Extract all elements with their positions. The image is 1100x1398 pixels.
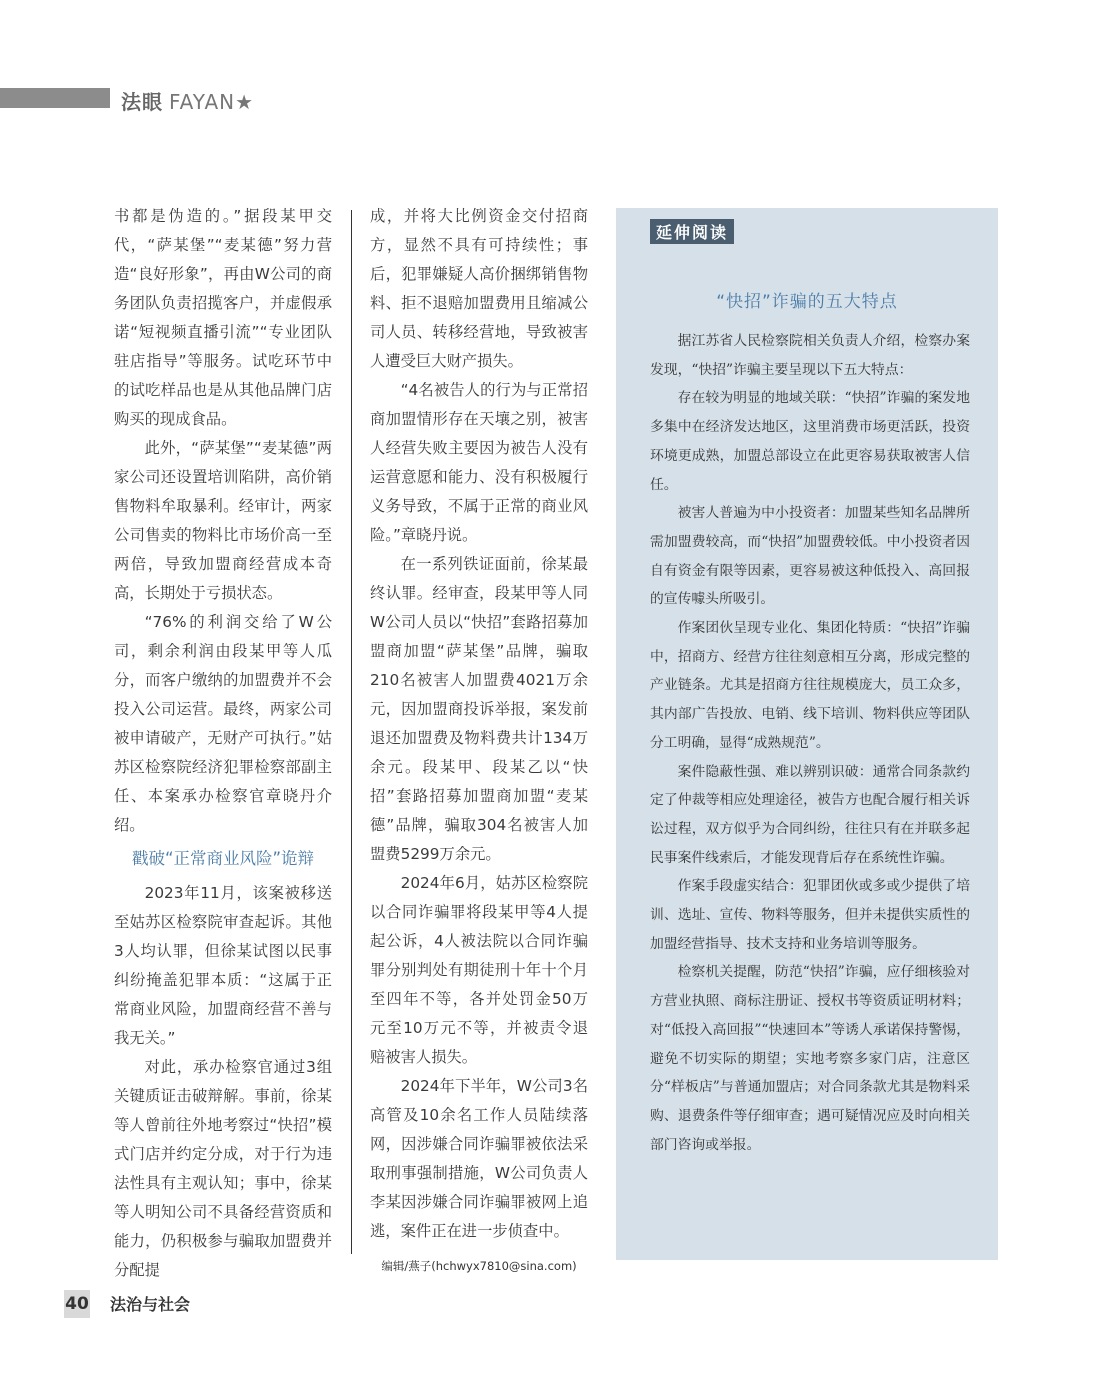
paragraph: 书都是伪造的。”据段某甲交代，“萨某堡”“麦某德”努力营造“良好形象”，再由W公司的商务团队负责招揽客户，并虚假承诺“短视频直播引流”“专业团队驻店指导”等服务。试吃环节中的试吃样品也是从其他品牌门店购买的现成食品。 [114,207,332,428]
paragraph: 此外，“萨某堡”“麦某德”两家公司还设置培训陷阱，高价销售物料牟取暴利。经审计，两家公司售卖的物料比市场价高一至两倍，导致加盟商经营成本奇高，长期处于亏损状态。 [114,439,332,602]
editor-credit: 编辑/燕子(hchwyx7810@sina.com) [381,1259,577,1273]
paragraph: 2024年下半年，W公司3名高管及10余名工作人员陆续落网，因涉嫌合同诈骗罪被依法采取刑事强制措施，W公司负责人李某因涉嫌合同诈骗罪被网上追逃，案件正在进一步侦查中。 [370,1077,588,1240]
sidebar-title: “快招”诈骗的五大特点 [716,292,898,312]
paragraph: 成，并将大比例资金交付招商方，显然不具有可持续性；事后，犯罪嫌疑人高价捆绑销售物料、拒不退赔加盟费用且缩减公司人员、转移经营地，导致被害人遭受巨大财产损失。 [370,207,588,370]
subheading: 戳破“正常商业风险”诡辩 [131,849,315,868]
section-title [121,86,254,115]
article-column-1 [114,202,332,1285]
page-number: 40 [64,1290,90,1318]
magazine-name: 法治与社会 [110,1295,191,1314]
article-column-2 [370,202,588,1281]
sidebar-paragraph: 检察机关提醒，防范“快招”诈骗，应仔细核验对方营业执照、商标注册证、授权书等资质证明材料；对“低投入高回报”“快速回本”等诱人承诺保持警惕，避免不切实际的期望；实地考察多家门店，注意区分“样板店”与普通加盟店；对合同条款尤其是物料采购、退费条件等仔细审查；遇可疑情况应及时向相关部门咨询或举报。 [650,964,970,1153]
column-divider [351,210,352,1254]
sidebar-paragraph: 据江苏省人民检察院相关负责人介绍，检察办案发现，“快招”诈骗主要呈现以下五大特点： [650,333,970,378]
sidebar-paragraph: 被害人普遍为中小投资者：加盟某些知名品牌所需加盟费较高，而“快招”加盟费较低。中小投资者因自有资金有限等因素，更容易被这种低投入、高回报的宣传噱头所吸引。 [650,505,970,608]
sidebar-paragraph: 案件隐蔽性强、难以辨别识破：通常合同条款约定了仲裁等相应处理途径，被告方也配合履行相关诉讼过程，双方似乎为合同纠纷，往往只有在并联多起民事案件线索后，才能发现背后存在系统性诈骗。 [650,763,970,866]
extended-reading-sidebar [616,208,998,1260]
paragraph: “76%的利润交给了W公司，剩余利润由段某甲等人瓜分，而客户缴纳的加盟费并不会投入公司运营。最终，两家公司被申请破产，无财产可执行。”姑苏区检察院经济犯罪检察部副主任、本案承办检察官章晓丹介绍。 [114,613,332,834]
sidebar-paragraph: 作案团伙呈现专业化、集团化特质：“快招”诈骗中，招商方、经营方往往刻意相互分离，形成完整的产业链条。尤其是招商方往往规模庞大，员工众多，其内部广告投放、电销、线下培训、物料供应等团队分工明确，显得“成熟规范”。 [650,620,970,751]
paragraph: 2024年6月，姑苏区检察院以合同诈骗罪将段某甲等4人提起公诉，4人被法院以合同诈骗罪分别判处有期徒刑十年十个月至四年不等，各并处罚金50万元至10万元不等，并被责令退赔被害人损失。 [370,874,588,1066]
paragraph: 2023年11月，该案被移送至姑苏区检察院审查起诉。其他3人均认罪，但徐某试图以民事纠纷掩盖犯罪本质：“这属于正常商业风险，加盟商经营不善与我无关。” [114,884,332,1047]
header-bar [0,88,110,108]
sidebar-body [650,327,970,1159]
paragraph: 在一系列铁证面前，徐某最终认罪。经审查，段某甲等人同W公司人员以“快招”套路招募加盟商加盟“萨某堡”品牌，骗取210名被害人加盟费4021万余元，因加盟商投诉举报，案发前退还加盟费及物料费共计134万余元。段某甲、段某乙以“快招”套路招募加盟商加盟“麦某德”品牌，骗取304名被害人加盟费5299万余元。 [370,555,588,863]
sidebar-paragraph: 存在较为明显的地域关联：“快招”诈骗的案发地多集中在经济发达地区，这里消费市场更活跃，投资环境更成熟，加盟总部设立在此更容易获取被害人信任。 [650,390,970,493]
sidebar-paragraph: 作案手段虚实结合：犯罪团伙或多或少提供了培训、选址、宣传、物料等服务，但并未提供实质性的加盟经营指导、技术支持和业务培训等服务。 [650,878,970,952]
paragraph: 对此，承办检察官通过3组关键质证击破辩解。事前，徐某等人曾前往外地考察过“快招”模式门店并约定分成，对于行为违法性具有主观认知；事中，徐某等人明知公司不具备经营资质和能力，仍积极参与骗取加盟费并分配提 [114,1058,332,1279]
paragraph: “4名被告人的行为与正常招商加盟情形存在天壤之别，被害人经营失败主要因为被告人没有运营意愿和能力、没有积极履行义务导致，不属于正常的商业风险。”章晓丹说。 [370,381,588,544]
section-title-cn: 法眼 [121,90,163,114]
extended-reading-tag: 延伸阅读 [650,219,734,244]
section-title-en: FAYAN★ [169,90,255,114]
